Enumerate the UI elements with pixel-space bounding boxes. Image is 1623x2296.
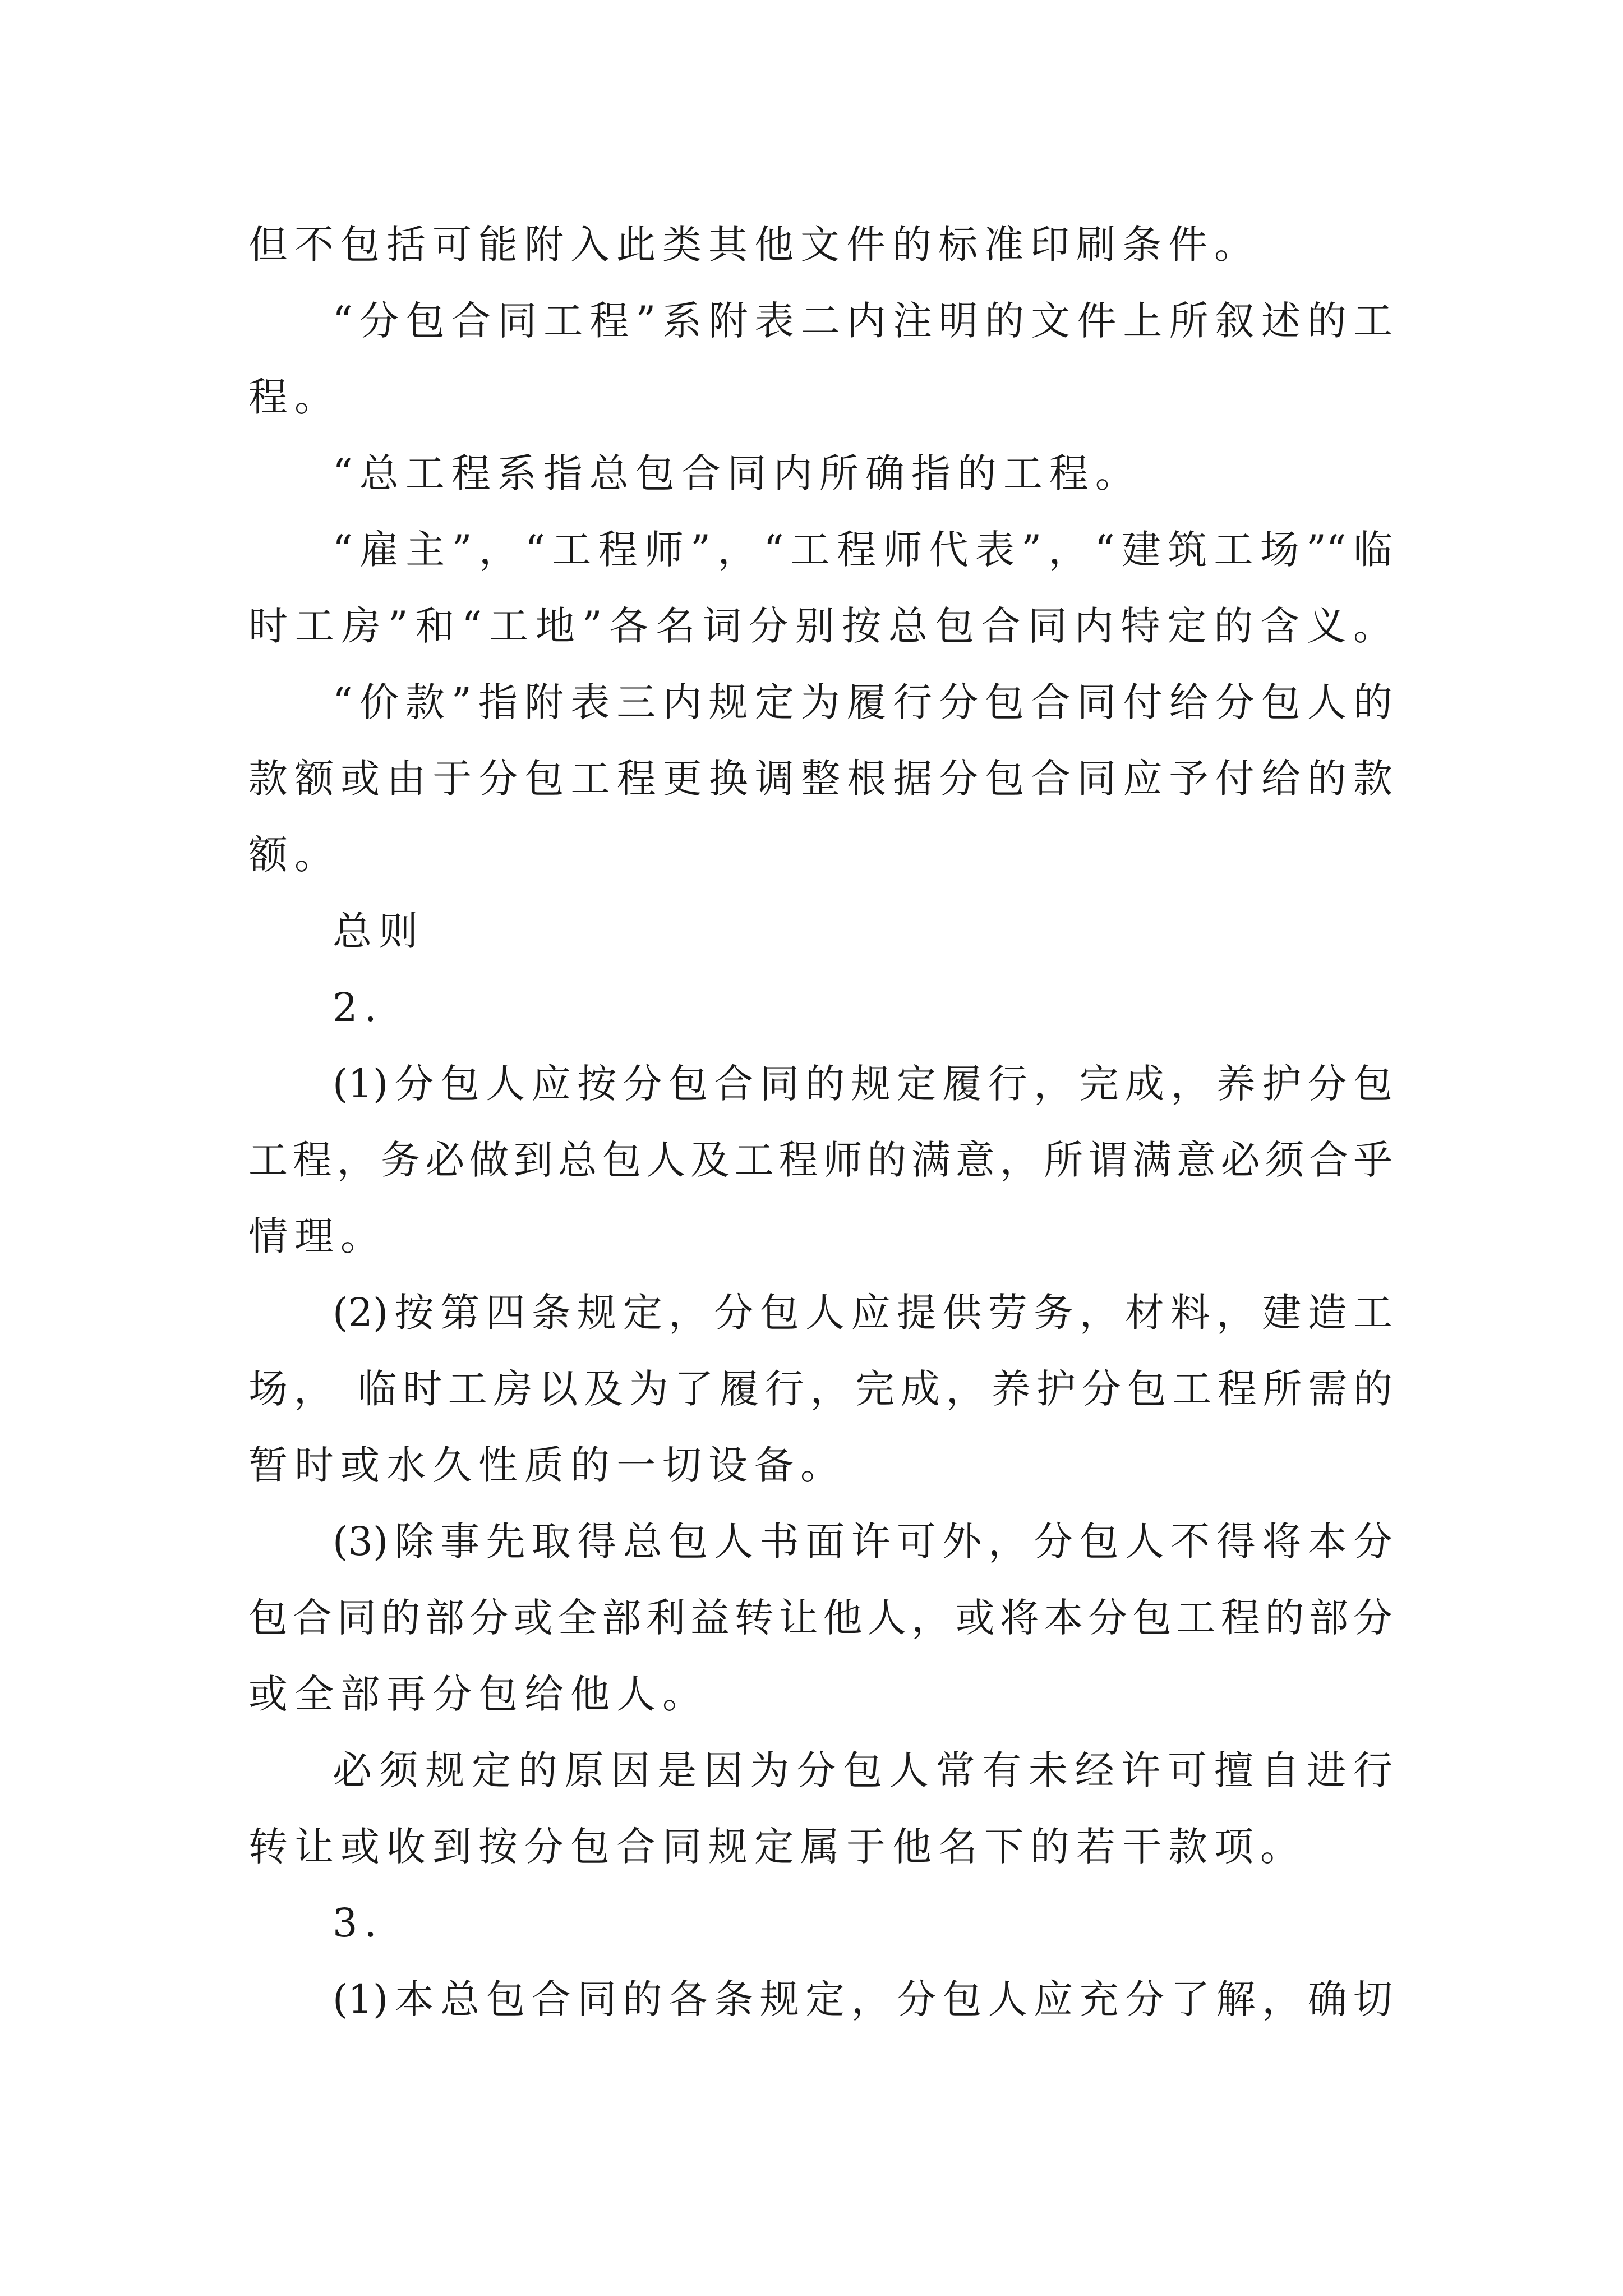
section-heading: 总则 — [333, 908, 425, 954]
text-line: (1)本总包合同的各条规定，分包人应充分了解，确切 — [333, 1976, 1393, 2022]
text-line: “雇主”，“工程师”，“工程师代表”，“建筑工场”“临 — [333, 527, 1393, 573]
text-line: 但不包括可能附入此类其他文件的标准印刷条件。 — [248, 222, 1260, 268]
text-line: (3)除事先取得总包人书面许可外，分包人不得将本分 — [333, 1519, 1393, 1565]
text-line: 款额或由于分包工程更换调整根据分包合同应予付给的款 — [248, 756, 1393, 802]
clause-number: 3. — [333, 1900, 384, 1946]
text-line: 额。 — [248, 832, 340, 878]
clause-number: 2. — [333, 984, 384, 1030]
text-line: “总工程系指总包合同内所确指的工程。 — [333, 450, 1141, 496]
text-line: 场， 临时工房以及为了履行，完成，养护分包工程所需的 — [248, 1366, 1393, 1412]
text-line: 工程，务必做到总包人及工程师的满意，所谓满意必须合乎 — [248, 1137, 1393, 1183]
text-line: 时工房”和“工地”各名词分别按总包合同内特定的含义。 — [248, 603, 1393, 649]
text-line: 暂时或水久性质的一切设备。 — [248, 1442, 846, 1488]
text-line: 必须规定的原因是因为分包人常有未经许可擅自进行 — [333, 1747, 1393, 1793]
text-line: 程。 — [248, 374, 340, 420]
text-line: “分包合同工程”系附表二内注明的文件上所叙述的工 — [333, 298, 1393, 344]
text-line: 情理。 — [248, 1213, 386, 1259]
text-line: 转让或收到按分包合同规定属于他名下的若干款项。 — [248, 1824, 1306, 1870]
text-line: 包合同的部分或全部利益转让他人，或将本分包工程的部分 — [248, 1595, 1393, 1641]
text-line: (2)按第四条规定，分包人应提供劳务，材料，建造工 — [333, 1290, 1393, 1336]
text-line: (1)分包人应按分包合同的规定履行，完成，养护分包 — [333, 1061, 1393, 1107]
text-line: “价款”指附表三内规定为履行分包合同付给分包人的 — [333, 679, 1393, 725]
text-line: 或全部再分包给他人。 — [248, 1671, 708, 1717]
